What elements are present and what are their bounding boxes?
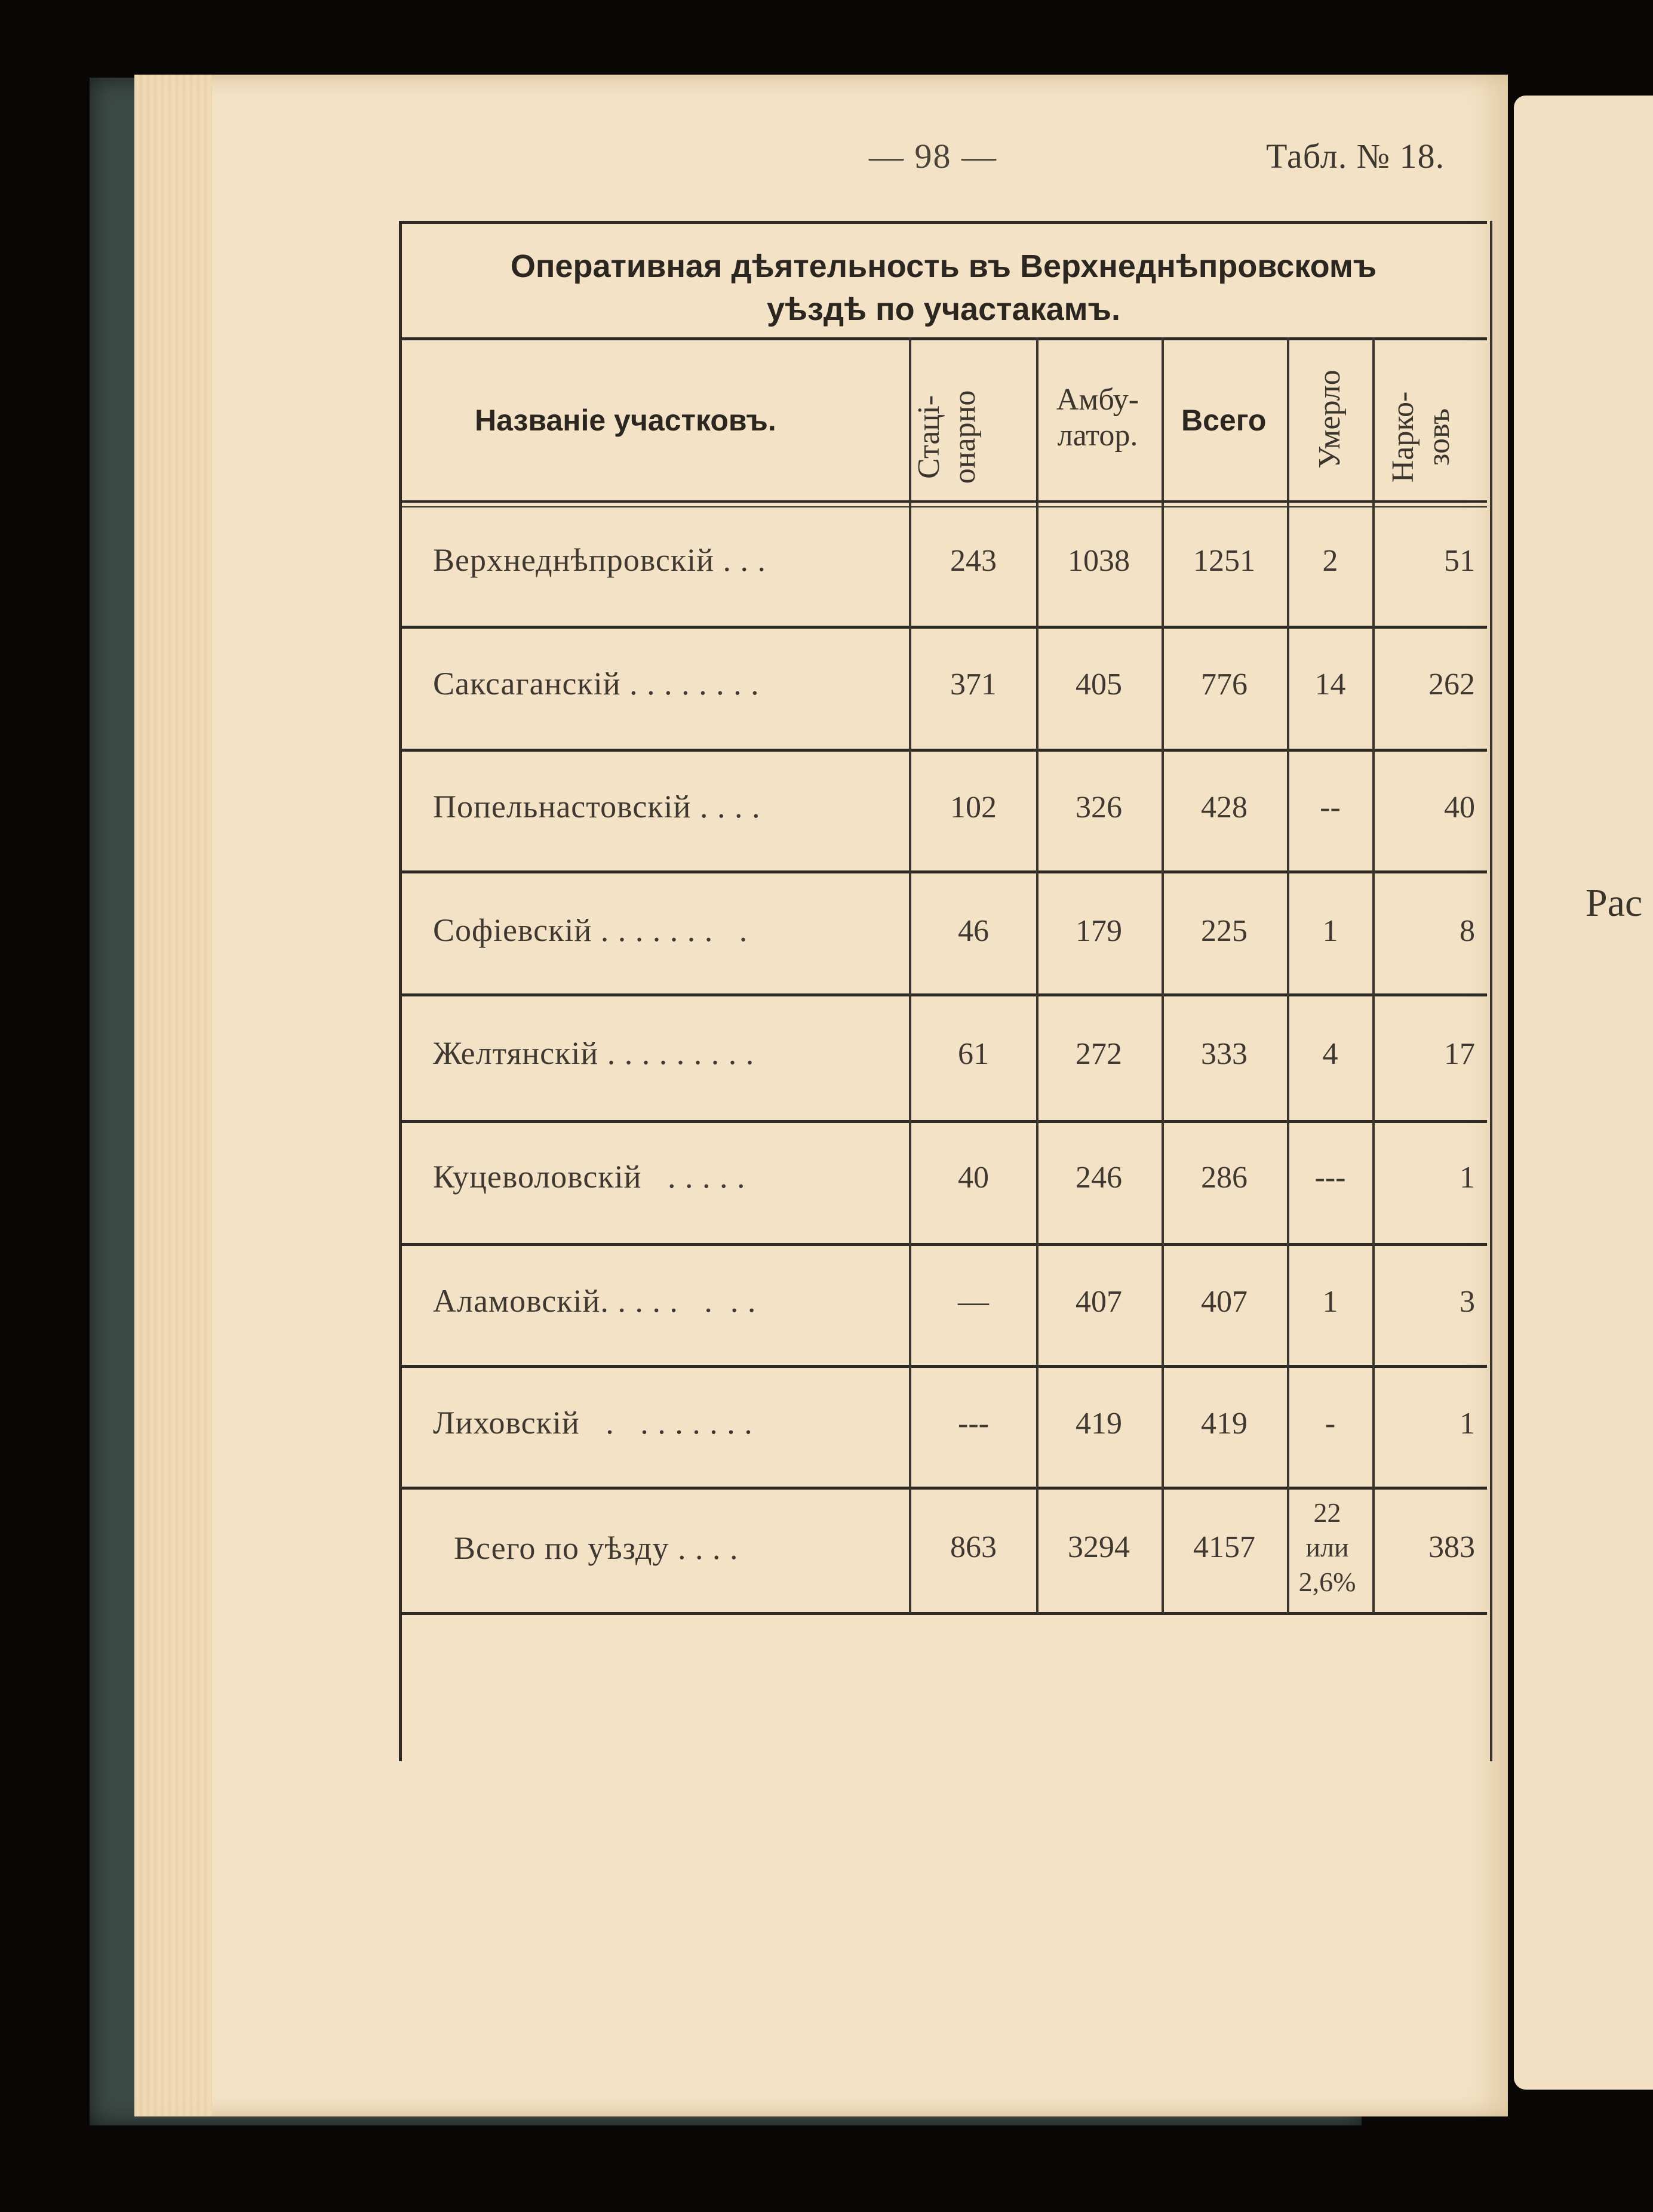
- row-3-name: Попельнастовскій . . . .: [433, 789, 761, 824]
- row-6-total: 286: [1201, 1161, 1248, 1195]
- rule-row-7: [399, 1365, 1487, 1368]
- row-3-ambulatory: 326: [1076, 790, 1122, 824]
- row-4-ambulatory: 179: [1076, 914, 1122, 948]
- total-died-or: или: [1305, 1532, 1349, 1562]
- rule-row-2: [399, 749, 1487, 752]
- row-8-name: Лиховскій . . . . . . . .: [433, 1405, 753, 1441]
- row-5-ambulatory: 272: [1076, 1037, 1122, 1071]
- total-stationary: 863: [950, 1530, 997, 1564]
- rule-row-8: [399, 1487, 1487, 1490]
- row-2-name: Саксаганскій . . . . . . . .: [433, 666, 760, 702]
- row-5-name: Желтянскій . . . . . . . . .: [433, 1035, 755, 1071]
- row-5-died: 4: [1322, 1037, 1338, 1071]
- row-2-died: 14: [1314, 667, 1346, 702]
- row-7-total: 407: [1201, 1285, 1248, 1319]
- header-stationary: [911, 347, 983, 527]
- row-2-total: 776: [1201, 667, 1248, 702]
- row-4-died: 1: [1322, 914, 1338, 948]
- row-7-ambulatory: 407: [1076, 1285, 1122, 1319]
- total-narcosis: 383: [1428, 1530, 1475, 1564]
- header-ambulatory-2: латор.: [1057, 419, 1138, 453]
- row-4-total: 225: [1201, 914, 1248, 948]
- row-2-ambulatory: 405: [1076, 667, 1122, 702]
- total-row-name: Всего по уѣзду . . . .: [454, 1530, 739, 1566]
- header-narcosis-1: Нарко-: [1386, 391, 1420, 483]
- row-7-name: Аламовскій. . . . . . . .: [433, 1283, 757, 1319]
- rule-row-6: [399, 1243, 1487, 1246]
- row-7-stationary: —: [958, 1285, 989, 1319]
- rule-top: [399, 221, 1487, 224]
- row-3-died: --: [1320, 790, 1341, 824]
- next-page-fragment: Рас: [1586, 881, 1643, 925]
- header-narcosis: [1385, 359, 1457, 515]
- rule-under-title: [399, 337, 1487, 340]
- page-number: — 98 —: [869, 137, 997, 176]
- total-died-percent: 2,6%: [1298, 1567, 1356, 1597]
- header-ambulatory: [1044, 382, 1151, 454]
- rule-row-4: [399, 993, 1487, 996]
- row-4-stationary: 46: [958, 914, 989, 948]
- row-1-stationary: 243: [950, 544, 997, 578]
- row-5-stationary: 61: [958, 1037, 989, 1071]
- header-narcosis-2: зовъ: [1422, 408, 1456, 466]
- row-8-ambulatory: 419: [1076, 1407, 1122, 1441]
- page-edge: [134, 75, 212, 2116]
- table-title: Оперативная дѣятельность въ Верхнеднѣпровскомъ: [510, 248, 1377, 284]
- row-1-narcosis: 51: [1444, 544, 1475, 578]
- row-1-ambulatory: 1038: [1068, 544, 1130, 578]
- row-3-total: 428: [1201, 790, 1248, 824]
- row-8-total: 419: [1201, 1407, 1248, 1441]
- rule-total: [399, 1612, 1487, 1615]
- col-divider-4: [1287, 337, 1289, 1613]
- row-4-narcosis: 8: [1460, 914, 1475, 948]
- header-ambulatory-1: Амбу-: [1056, 383, 1139, 417]
- row-6-ambulatory: 246: [1076, 1161, 1122, 1195]
- row-6-narcosis: 1: [1460, 1161, 1475, 1195]
- col-divider-2: [1036, 337, 1038, 1613]
- row-3-narcosis: 40: [1444, 790, 1475, 824]
- total-ambulatory: 3294: [1068, 1530, 1130, 1564]
- header-name: Названіе участковъ.: [475, 404, 776, 437]
- row-8-narcosis: 1: [1460, 1407, 1475, 1441]
- row-5-total: 333: [1201, 1037, 1248, 1071]
- row-1-total: 1251: [1193, 544, 1255, 578]
- rule-row-3: [399, 870, 1487, 873]
- row-2-stationary: 371: [950, 667, 997, 702]
- rule-row-5: [399, 1120, 1487, 1123]
- total-died-count: 22: [1313, 1497, 1341, 1528]
- total-total: 4157: [1193, 1530, 1255, 1564]
- table-title-line2: уѣздѣ по участакамъ.: [767, 291, 1120, 327]
- row-1-name: Верхнеднѣпровскій . . .: [433, 542, 767, 578]
- row-8-stationary: ---: [958, 1407, 989, 1441]
- header-total: Всего: [1181, 404, 1267, 437]
- table-label: Табл. № 18.: [1266, 137, 1445, 176]
- row-1-died: 2: [1322, 544, 1338, 578]
- header-stationary-2: онарно: [948, 390, 982, 484]
- row-5-narcosis: 17: [1444, 1037, 1475, 1071]
- col-divider-3: [1162, 337, 1164, 1613]
- header-died: Умерло: [1313, 370, 1347, 469]
- row-6-died: ---: [1314, 1161, 1346, 1195]
- row-3-stationary: 102: [950, 790, 997, 824]
- row-2-narcosis: 262: [1428, 667, 1475, 702]
- row-6-stationary: 40: [958, 1161, 989, 1195]
- col-divider-1: [909, 337, 911, 1613]
- row-8-died: -: [1325, 1407, 1336, 1441]
- row-7-narcosis: 3: [1460, 1285, 1475, 1319]
- header-stationary-1: Стаці-: [912, 395, 946, 479]
- rule-row-1: [399, 626, 1487, 629]
- row-4-name: Софіевскій . . . . . . . .: [433, 912, 748, 948]
- next-page: [1514, 96, 1653, 2090]
- total-died: [1287, 1496, 1368, 1599]
- row-7-died: 1: [1322, 1285, 1338, 1319]
- row-6-name: Куцеволовскій . . . . .: [433, 1159, 746, 1195]
